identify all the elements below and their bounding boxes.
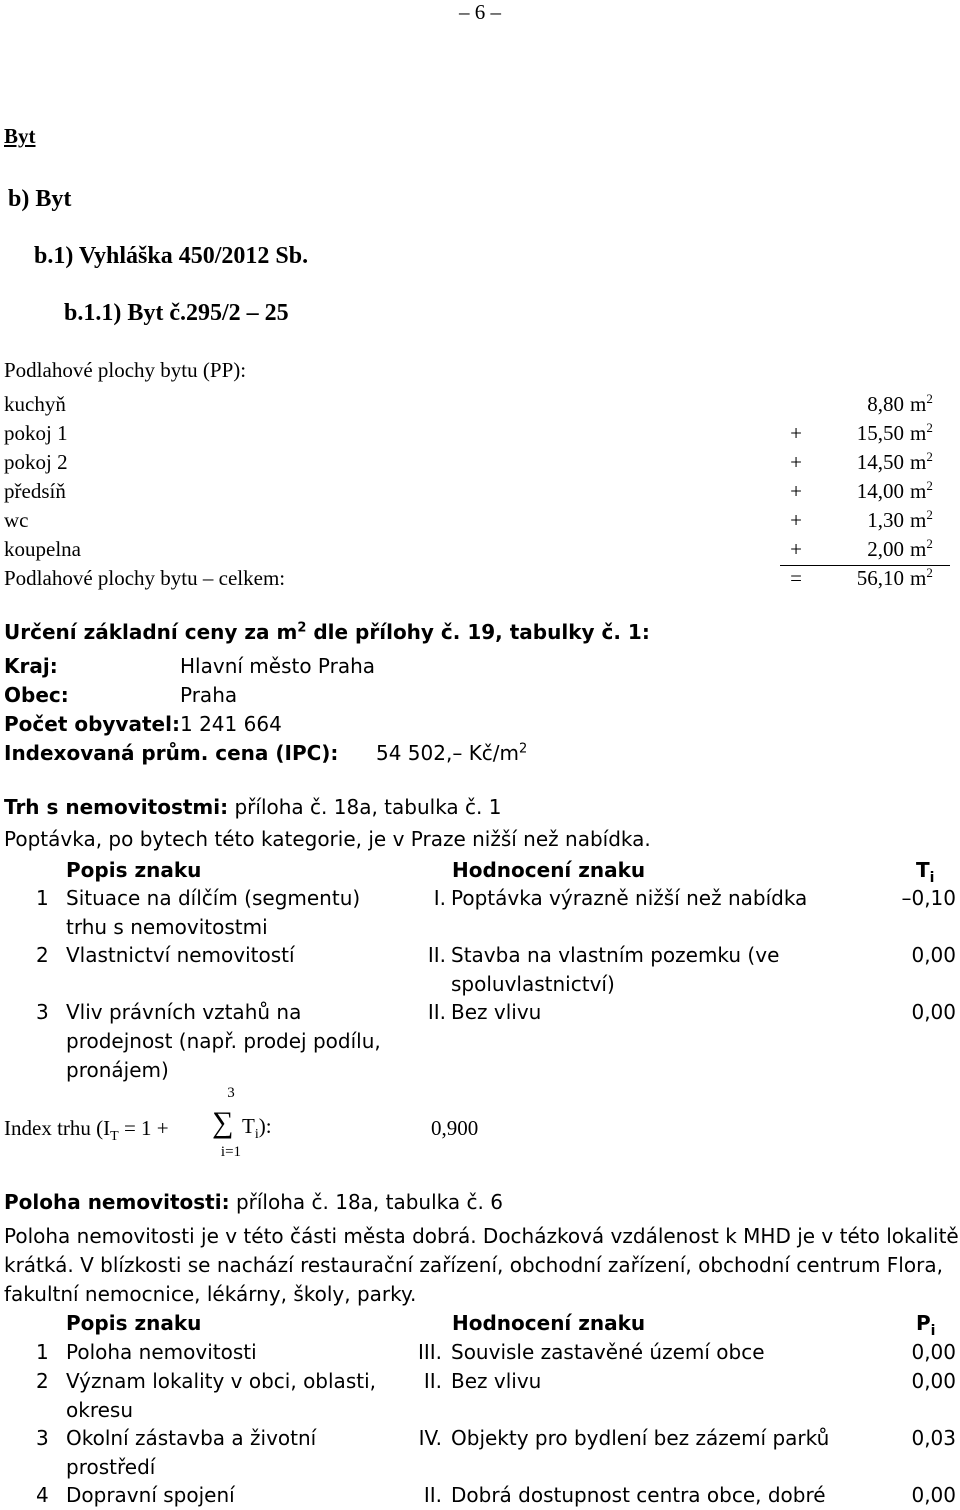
location-desc-line: krátká. V blízkosti se nachází restaurační zařízení, obchodní zařízení, obchodní centrum Flora, bbox=[4, 1253, 943, 1277]
section-b11-heading: b.1.1) Byt č.295/2 – 25 bbox=[64, 300, 289, 326]
market-row-hodnoceni: Stavba na vlastním pozemku (ve bbox=[451, 943, 780, 967]
floor-area-value: 1,30 bbox=[867, 508, 904, 532]
floor-areas-title: Podlahové plochy bytu (PP): bbox=[4, 358, 247, 382]
heading-byt-link[interactable]: Byt bbox=[4, 124, 36, 148]
location-row-popis: prostředí bbox=[66, 1455, 156, 1479]
floor-area-value: 2,00 bbox=[867, 537, 904, 561]
floor-area-operator: + bbox=[790, 508, 802, 532]
pocet-value: 1 241 664 bbox=[180, 712, 282, 736]
floor-area-name: předsíň bbox=[4, 479, 66, 503]
floor-area-name: wc bbox=[4, 508, 29, 532]
location-row-value: 0,00 bbox=[911, 1340, 956, 1364]
market-row-value: –0,10 bbox=[901, 886, 956, 910]
market-row-popis: pronájem) bbox=[66, 1058, 169, 1082]
pocet-label: Počet obyvatel: bbox=[4, 712, 180, 736]
market-row-popis: Vlastnictví nemovitostí bbox=[66, 943, 295, 967]
market-row-value: 0,00 bbox=[911, 1000, 956, 1024]
location-row-popis: Okolní zástavba a životní bbox=[66, 1426, 317, 1450]
sum-lower-limit: i=1 bbox=[220, 1144, 242, 1160]
sum-upper-limit: 3 bbox=[227, 1085, 235, 1101]
market-col-t: $T_i$ bbox=[916, 858, 935, 886]
floor-area-unit: $m^2$ bbox=[910, 565, 933, 590]
market-row-number: 3 bbox=[36, 1000, 49, 1024]
floor-area-unit: $m^2$ bbox=[910, 391, 933, 416]
market-row-popis: Vliv právních vztahů na bbox=[66, 1000, 302, 1024]
floor-area-unit: $m^2$ bbox=[910, 507, 933, 532]
location-row-number: 3 bbox=[36, 1426, 49, 1450]
floor-area-operator: + bbox=[790, 479, 802, 503]
floor-area-operator: = bbox=[790, 566, 802, 590]
floor-area-total-rule bbox=[780, 565, 950, 566]
market-row-roman: II. bbox=[427, 1000, 446, 1024]
location-col-popis: Popis znaku bbox=[66, 1311, 202, 1335]
market-title: Trh s nemovitostmi: příloha č. 18a, tabulka č. 1 bbox=[4, 795, 502, 819]
market-row-popis: Situace na dílčím (segmentu) bbox=[66, 886, 361, 910]
floor-area-unit: $m^2$ bbox=[910, 420, 933, 445]
market-row-hodnoceni: Bez vlivu bbox=[451, 1000, 542, 1024]
floor-area-name: pokoj 1 bbox=[4, 421, 68, 445]
location-row-roman: III. bbox=[417, 1340, 442, 1364]
market-row-hodnoceni: spoluvlastnictví) bbox=[451, 972, 615, 996]
floor-area-unit: $m^2$ bbox=[910, 536, 933, 561]
sum-sign-icon: ∑ bbox=[212, 1106, 234, 1139]
floor-area-operator: + bbox=[790, 450, 802, 474]
base-price-title: Určení základní ceny za $m^2$ dle přílohy č. 19, tabulky č. 1: bbox=[4, 620, 650, 644]
location-row-hodnoceni: Bez vlivu bbox=[451, 1369, 542, 1393]
location-desc-line: Poloha nemovitosti je v této části města dobrá. Docházková vzdálenost k MHD je v této lokalitě bbox=[4, 1224, 959, 1248]
index-trhu-label: Index trhu ($I_T = 1$ + bbox=[4, 1116, 169, 1145]
location-desc-line: fakultní nemocnice, lékárny, školy, parky. bbox=[4, 1282, 417, 1306]
market-row-roman: I. bbox=[433, 886, 446, 910]
market-row-popis: prodejnost (např. prodej podílu, bbox=[66, 1029, 381, 1053]
location-row-number: 1 bbox=[36, 1340, 49, 1364]
floor-area-value: 8,80 bbox=[867, 392, 904, 416]
location-col-p: $P_i$ bbox=[916, 1311, 936, 1339]
market-row-number: 2 bbox=[36, 943, 49, 967]
location-title: Poloha nemovitosti: příloha č. 18a, tabulka č. 6 bbox=[4, 1190, 503, 1214]
market-col-popis: Popis znaku bbox=[66, 858, 202, 882]
location-row-popis: okresu bbox=[66, 1398, 134, 1422]
floor-area-name: kuchyň bbox=[4, 392, 66, 416]
location-row-number: 2 bbox=[36, 1369, 49, 1393]
floor-area-operator: + bbox=[790, 421, 802, 445]
market-row-number: 1 bbox=[36, 886, 49, 910]
market-description: Poptávka, po bytech této kategorie, je v Praze nižší než nabídka. bbox=[4, 827, 651, 851]
location-col-hodnoceni: Hodnocení znaku bbox=[452, 1311, 646, 1335]
floor-area-value: 14,50 bbox=[856, 450, 904, 474]
market-col-hodnoceni: Hodnocení znaku bbox=[452, 858, 646, 882]
kraj-value: Hlavní město Praha bbox=[180, 654, 376, 678]
page-number: – 6 – bbox=[459, 0, 501, 24]
location-row-hodnoceni: Dobrá dostupnost centra obce, dobré bbox=[451, 1483, 826, 1507]
location-row-hodnoceni: Souvisle zastavěné území obce bbox=[451, 1340, 765, 1364]
market-row-hodnoceni: Poptávka výrazně nižší než nabídka bbox=[451, 886, 808, 910]
location-row-hodnoceni: Objekty pro bydlení bez zázemí parků bbox=[451, 1426, 830, 1450]
location-row-value: 0,00 bbox=[911, 1483, 956, 1507]
floor-area-name: koupelna bbox=[4, 537, 81, 561]
sum-term: $T_i$): bbox=[242, 1114, 272, 1143]
floor-area-name: pokoj 2 bbox=[4, 450, 68, 474]
floor-area-total-value: 56,10 bbox=[856, 566, 904, 590]
section-b1-heading: b.1) Vyhláška 450/2012 Sb. bbox=[34, 243, 309, 269]
floor-area-unit: $m^2$ bbox=[910, 449, 933, 474]
location-row-roman: IV. bbox=[418, 1426, 442, 1450]
location-row-roman: II. bbox=[423, 1483, 442, 1507]
ipc-value: 54 502,– $Kč/m^2$ bbox=[376, 741, 528, 765]
location-row-roman: II. bbox=[423, 1369, 442, 1393]
floor-area-value: 15,50 bbox=[856, 421, 904, 445]
location-row-value: 0,00 bbox=[911, 1369, 956, 1393]
location-row-number: 4 bbox=[36, 1483, 49, 1507]
location-row-popis: Poloha nemovitosti bbox=[66, 1340, 257, 1364]
index-trhu-value: 0,900 bbox=[431, 1116, 479, 1140]
floor-area-operator: + bbox=[790, 537, 802, 561]
market-row-popis: trhu s nemovitostmi bbox=[66, 915, 268, 939]
kraj-label: Kraj: bbox=[4, 654, 58, 678]
location-row-popis: Význam lokality v obci, oblasti, bbox=[66, 1369, 376, 1393]
obec-value: Praha bbox=[180, 683, 238, 707]
location-row-value: 0,03 bbox=[911, 1426, 956, 1450]
ipc-label: Indexovaná prům. cena (IPC): bbox=[4, 741, 339, 765]
market-row-value: 0,00 bbox=[911, 943, 956, 967]
location-row-popis: Dopravní spojení bbox=[66, 1483, 235, 1507]
floor-area-unit: $m^2$ bbox=[910, 478, 933, 503]
floor-area-value: 14,00 bbox=[856, 479, 904, 503]
market-row-roman: II. bbox=[427, 943, 446, 967]
floor-area-total-name: Podlahové plochy bytu – celkem: bbox=[4, 566, 286, 590]
obec-label: Obec: bbox=[4, 683, 69, 707]
section-b-heading: b) Byt bbox=[8, 186, 72, 212]
